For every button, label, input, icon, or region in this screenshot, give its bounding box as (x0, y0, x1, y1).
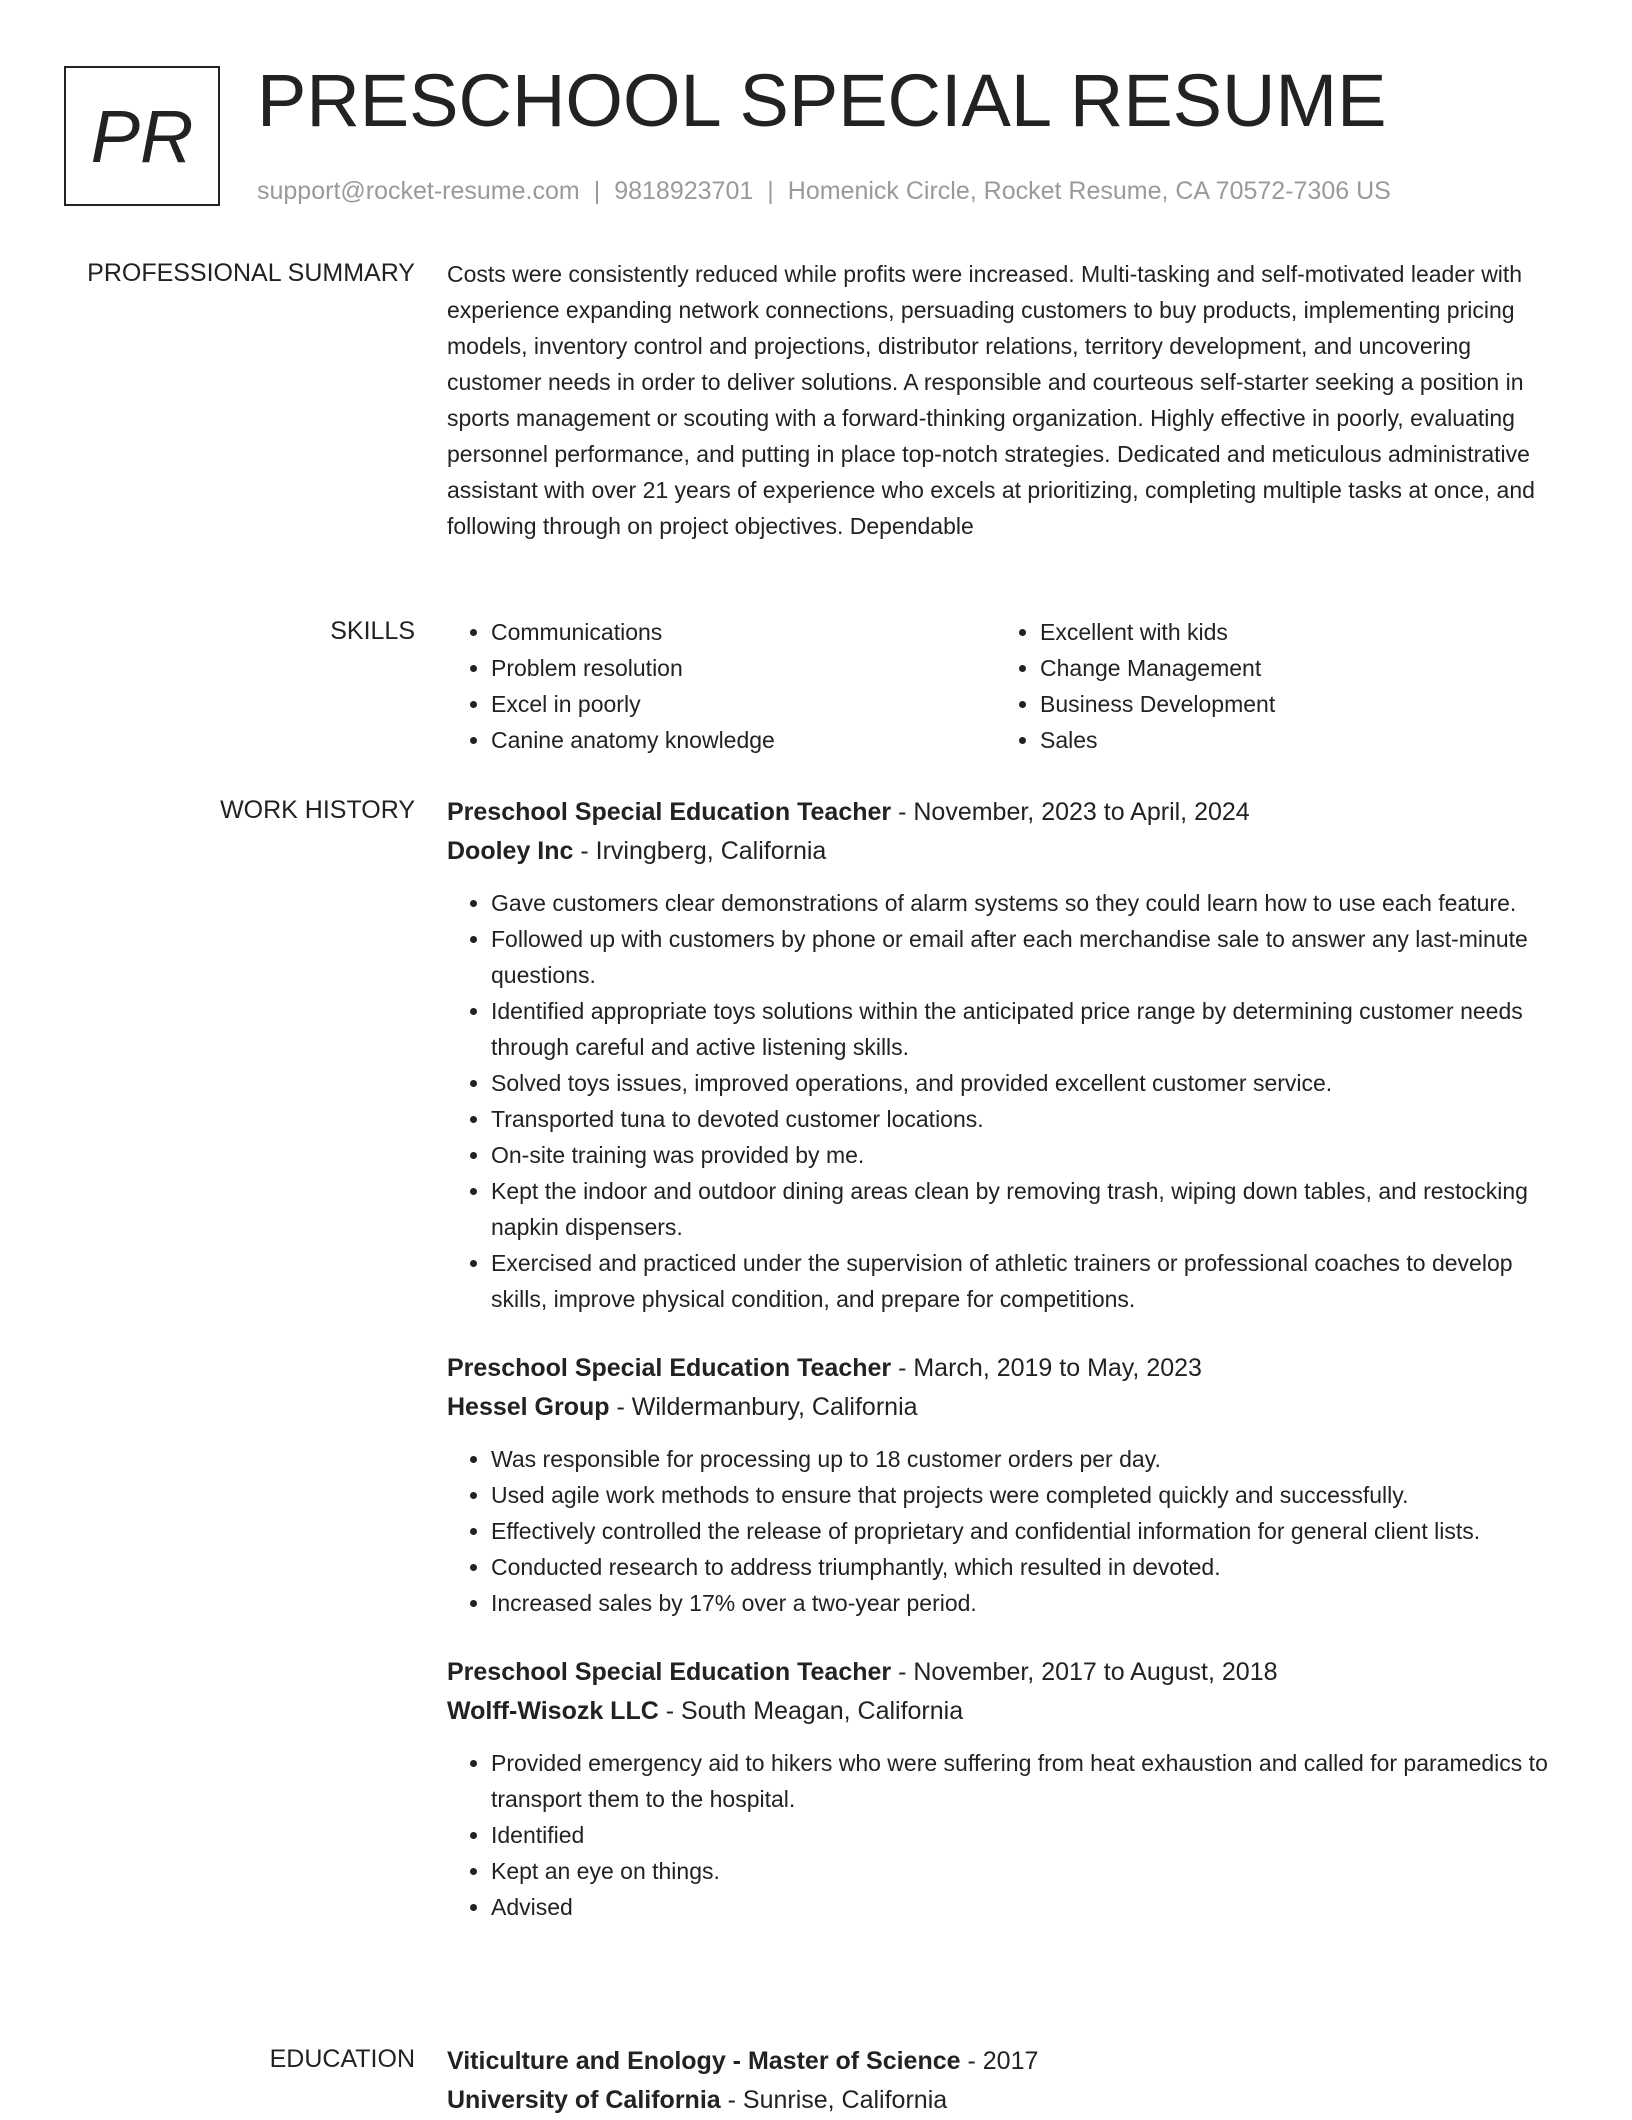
job-company-line (447, 1388, 1569, 1427)
skill-item: • Excel in poorly (491, 686, 996, 722)
job-entry (447, 1349, 1569, 1621)
skill-item: • Business Development (1040, 686, 1545, 722)
job-bullet: • Transported tuna to devoted customer locations. (491, 1101, 1569, 1137)
contact-email[interactable]: support@rocket-resume.com (257, 177, 580, 205)
job-company: Wolff-Wisozk LLC (447, 1697, 659, 1725)
education-school-line (447, 2081, 1569, 2120)
job-bullet: • Advised (491, 1889, 1569, 1925)
education-year: - 2017 (960, 2047, 1039, 2075)
job-company-line (447, 832, 1569, 871)
job-title-line (447, 1653, 1569, 1692)
job-title: Preschool Special Education Teacher (447, 1354, 892, 1382)
job-bullet: • Gave customers clear demonstrations of alarm systems so they could learn how to use each feature. (491, 885, 1569, 921)
job-company: Hessel Group (447, 1393, 610, 1421)
skill-item: • Communications (491, 614, 996, 650)
job-title: Preschool Special Education Teacher (447, 1658, 892, 1686)
skill-item: • Problem resolution (491, 650, 996, 686)
job-bullet: • Increased sales by 17% over a two-year period. (491, 1585, 1569, 1621)
job-bullet: • Followed up with customers by phone or email after each merchandise sale to answer any last-minute questions. (491, 921, 1569, 993)
summary-heading: PROFESSIONAL SUMMARY (87, 259, 415, 287)
job-title: Preschool Special Education Teacher (447, 798, 892, 826)
job-bullet: • Solved toys issues, improved operations, and provided excellent customer service. (491, 1065, 1569, 1101)
job-bullets (447, 885, 1569, 1317)
job-entry (447, 793, 1569, 1317)
job-bullet: • Used agile work methods to ensure that projects were completed quickly and successfully. (491, 1477, 1569, 1513)
job-bullets (447, 1745, 1569, 1925)
job-location: - Wildermanbury, California (609, 1393, 918, 1421)
education-degree-line (447, 2042, 1569, 2081)
skills-heading: SKILLS (330, 617, 415, 645)
job-company: Dooley Inc (447, 837, 574, 865)
job-title-line (447, 1349, 1569, 1388)
job-bullet: • On-site training was provided by me. (491, 1137, 1569, 1173)
skills-list-left (447, 614, 996, 758)
job-bullet: • Kept the indoor and outdoor dining areas clean by removing trash, wiping down tables, and restocking napkin dispensers. (491, 1173, 1569, 1245)
job-bullet: • Conducted research to address triumphantly, which resulted in devoted. (491, 1549, 1569, 1585)
job-bullet: • Kept an eye on things. (491, 1853, 1569, 1889)
monogram-box (64, 66, 220, 206)
education-school: University of California (447, 2086, 721, 2114)
job-location: - Irvingberg, California (573, 837, 827, 865)
contact-line (257, 174, 1391, 208)
contact-separator: | (767, 177, 774, 205)
job-bullet: • Provided emergency aid to hikers who were suffering from heat exhaustion and called for paramedics to transport them to the hospital. (491, 1745, 1569, 1817)
skill-item: • Sales (1040, 722, 1545, 758)
skill-item: • Change Management (1040, 650, 1545, 686)
job-location: - South Meagan, California (658, 1697, 964, 1725)
job-title-line (447, 793, 1569, 832)
education-location: - Sunrise, California (720, 2086, 948, 2114)
contact-separator: | (593, 177, 601, 205)
job-company-line (447, 1692, 1569, 1731)
resume-title: PRESCHOOL SPECIAL RESUME (257, 59, 1387, 142)
job-entry (447, 1653, 1569, 1925)
summary-text: Costs were consistently reduced while profits were increased. Multi-tasking and self-motivated leader with experience expanding network connections, persuading customers to buy products, implementing pricing models, inventory control and projections, distributor relations, territory development, and uncovering customer needs in order to deliver solutions. A responsible and courteous self-starter seeking a position in sports management or scouting with a forward-thinking organization. Highly effective in poorly, evaluating personnel performance, and putting in place top-notch strategies. Dedicated and meticulous administrative assistant with over 21 years of experience who excels at prioritizing, completing multiple tasks at once, and following through on project objectives. Dependable (447, 261, 1535, 539)
job-bullets (447, 1441, 1569, 1621)
contact-address: Homenick Circle, Rocket Resume, CA 70572-7306 US (787, 177, 1391, 205)
contact-phone[interactable]: 9818923701 (614, 177, 754, 205)
education-degree: Viticulture and Enology - Master of Science (447, 2047, 961, 2075)
job-dates: - November, 2023 to April, 2024 (891, 798, 1250, 826)
job-bullet: • Identified appropriate toys solutions within the anticipated price range by determining customer needs through careful and active listening skills. (491, 993, 1569, 1065)
job-dates: - November, 2017 to August, 2018 (891, 1658, 1278, 1686)
education-heading: EDUCATION (269, 2045, 415, 2073)
job-bullet: • Exercised and practiced under the supervision of athletic trainers or professional coaches to develop skills, improve physical condition, and prepare for competitions. (491, 1245, 1569, 1317)
monogram-initials: PR (90, 94, 194, 178)
skill-item: • Canine anatomy knowledge (491, 722, 996, 758)
skill-item: • Excellent with kids (1040, 614, 1545, 650)
job-dates: - March, 2019 to May, 2023 (891, 1354, 1202, 1382)
job-bullet: • Was responsible for processing up to 18 customer orders per day. (491, 1441, 1569, 1477)
job-bullet: • Identified (491, 1817, 1569, 1853)
skills-list-right (996, 614, 1545, 758)
job-bullet: • Effectively controlled the release of proprietary and confidential information for general client lists. (491, 1513, 1569, 1549)
work-history-heading: WORK HISTORY (220, 796, 415, 824)
